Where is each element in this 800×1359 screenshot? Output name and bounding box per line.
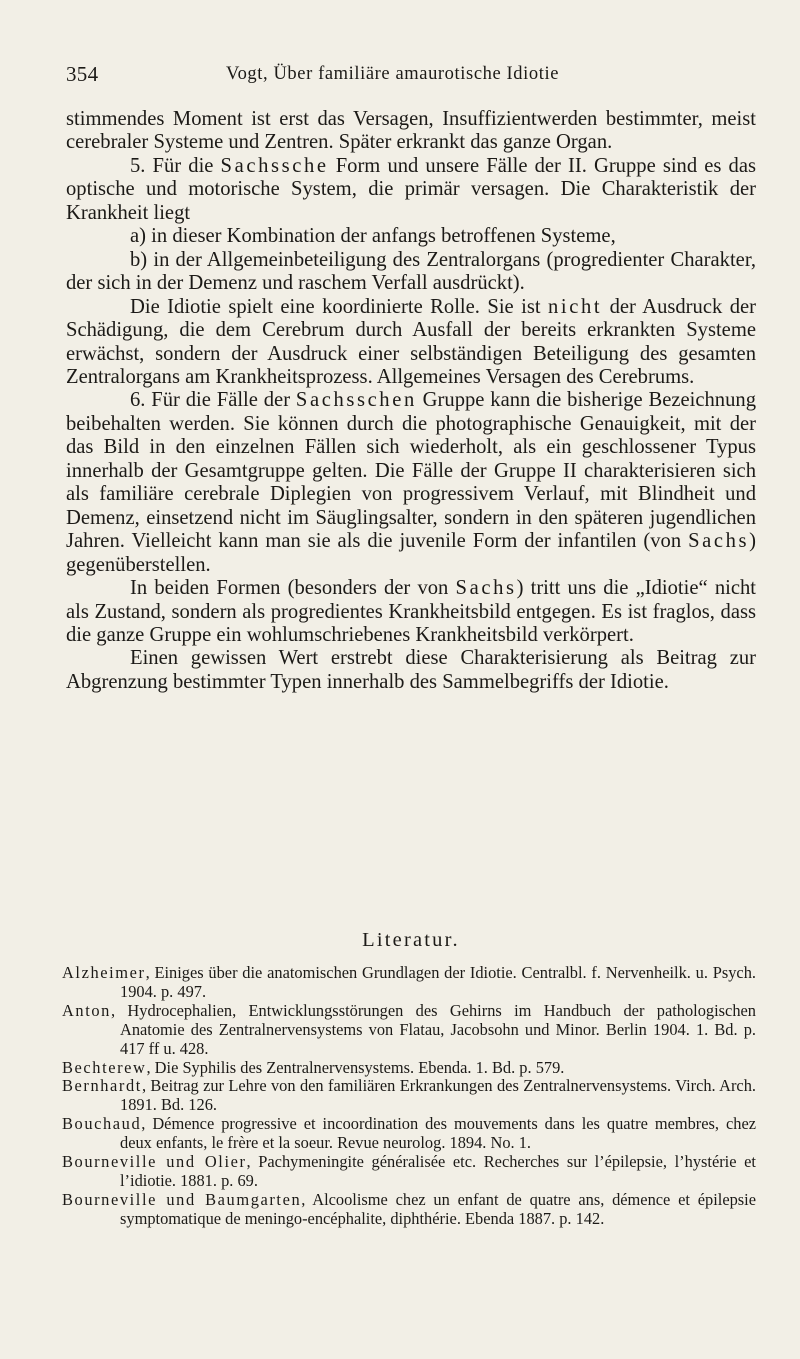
reference-text: , Démence progressive et incoordination des mouvements dans les quatre membres, chez deux enfants, le frère et la soeur. Revue neurolog. 1894. No. 1. bbox=[120, 1114, 756, 1153]
spaced-name: Sachssche bbox=[220, 154, 329, 177]
reference-entry bbox=[62, 1077, 756, 1115]
reference-entry bbox=[62, 1059, 756, 1078]
reference-entry bbox=[62, 1153, 756, 1191]
paragraph-1: stimmendes Moment ist erst das Versagen, Insuffizientwerden bestimmter, meist cerebraler Systeme und Zentren. Später erkrankt das ganze Organ. bbox=[66, 108, 756, 154]
text-run: Form und unsere Fälle der II. Gruppe sind es das optische und motorische System, die primär versagen. Die Charakteristik der Krankheit liegt bbox=[66, 154, 756, 224]
spaced-word: nicht bbox=[548, 295, 603, 318]
text-run: Die Idiotie spielt eine koordinierte Rolle. Sie ist bbox=[130, 295, 548, 318]
reference-author: Bourneville und Olier bbox=[62, 1152, 247, 1172]
reference-text: , Pachymeningite généralisée etc. Recherches sur l’épilepsie, l’hystérie et l’idiotie. 1881. p. 69. bbox=[120, 1152, 756, 1190]
paragraph-5 bbox=[66, 296, 756, 390]
reference-text: , Alcoolisme chez un enfant de quatre ans, démence et épilepsie symptomatique de meningo-encéphalite, diphthérie. Ebenda 1887. p. 142. bbox=[120, 1189, 756, 1228]
reference-text: , Einiges über die anatomischen Grundlagen der Idiotie. Centralbl. f. Nervenheilk. u. Psych. 1904. p. 497. bbox=[120, 963, 756, 1001]
text-run: 6. Für die Fälle der bbox=[130, 389, 296, 412]
reference-author: Bouchaud bbox=[62, 1114, 142, 1134]
body-text bbox=[66, 108, 756, 694]
reference-text: , Die Syphilis des Zentralnervensystems. Ebenda. 1. Bd. p. 579. bbox=[146, 1057, 565, 1077]
text-run: 5. Für die bbox=[130, 154, 221, 177]
running-title: Vogt, Über familiäre amaurotische Idiotie bbox=[226, 64, 560, 84]
spaced-name: Sachsschen bbox=[295, 389, 417, 412]
reference-author: Bechterew bbox=[62, 1057, 147, 1077]
text-run: der Ausdruck der Schädigung, die dem Cerebrum durch Ausfall der bereits erkrankten Systeme erwächst, sondern der Ausdruck einer selbständigen Beteiligung des gesamten Zentralorgans am Krankheitsprozess. Allgemeines Versagen des Cerebrums. bbox=[66, 295, 756, 388]
paragraph-6 bbox=[66, 389, 756, 577]
paragraph-2 bbox=[66, 155, 756, 225]
paragraph-4-item-b: b) in der Allgemeinbeteiligung des Zentralorgans (progredienter Charakter, der sich in der Demenz und raschem Verfall ausdrückt). bbox=[66, 248, 756, 295]
paragraph-8: Einen gewissen Wert erstrebt diese Charakterisierung als Beitrag zur Abgrenzung bestimmter Typen innerhalb des Sammelbegriffs der Idiotie. bbox=[66, 647, 756, 693]
paragraph-7 bbox=[66, 577, 756, 647]
reference-list bbox=[62, 964, 756, 1229]
reference-entry bbox=[62, 964, 756, 1002]
reference-text: , Hydrocephalien, Entwicklungsstörungen des Gehirns im Handbuch der pathologischen Anatomie des Zentralnervensystems von Flatau, Jacobsohn und Minor. Berlin 1904. 1. Bd. p. 417 ff u. 428. bbox=[110, 1000, 756, 1058]
page-number: 354 bbox=[66, 62, 99, 86]
text-run: ) gegenüberstellen. bbox=[66, 530, 756, 576]
reference-entry bbox=[62, 1115, 756, 1153]
reference-author: Anton bbox=[62, 1000, 111, 1020]
reference-author: Bernhardt bbox=[62, 1076, 142, 1096]
text-run: ) tritt uns die „Idiotie“ nicht als Zustand, sondern als progredientes Krankheitsbild entgegen. Es ist fraglos, dass die ganze Gruppe ein wohlumschriebenes Krankheitsbild verkörpert. bbox=[66, 577, 757, 646]
reference-text: , Beitrag zur Lehre von den familiären Erkrankungen des Zentralnervensystems. Virch. Arch. 1891. Bd. 126. bbox=[120, 1076, 756, 1115]
literatur-heading: Literatur. bbox=[362, 929, 460, 951]
text-run: Gruppe kann die bisherige Bezeichnung beibehalten werden. Sie können durch die photographische Genauigkeit, mit der das Bild in den einzelnen Fällen sich wiederholt, als ein geschlossener Typus innerhalb der Gesamtgruppe gelten. Die Fälle der Gruppe II charakterisieren sich als familiäre cerebrale Diplegien von progressivem Verlauf, mit Blindheit und Demenz, einsetzend nicht im Säuglingsalter, sondern in den späteren jugendlichen Jahren. Vielleicht kann man sie als die juvenile Form der infantilen (von bbox=[66, 389, 756, 553]
text-run: In beiden Formen (besonders der von bbox=[130, 577, 456, 600]
reference-entry bbox=[62, 1002, 756, 1059]
reference-author: Bourneville und Baumgarten bbox=[62, 1189, 302, 1209]
reference-entry bbox=[62, 1191, 756, 1229]
spaced-name: Sachs bbox=[688, 530, 750, 553]
reference-author: Alzheimer bbox=[62, 963, 146, 982]
spaced-name: Sachs bbox=[455, 577, 517, 600]
paragraph-3-item-a: a) in dieser Kombination der anfangs betroffenen Systeme, bbox=[130, 225, 616, 248]
